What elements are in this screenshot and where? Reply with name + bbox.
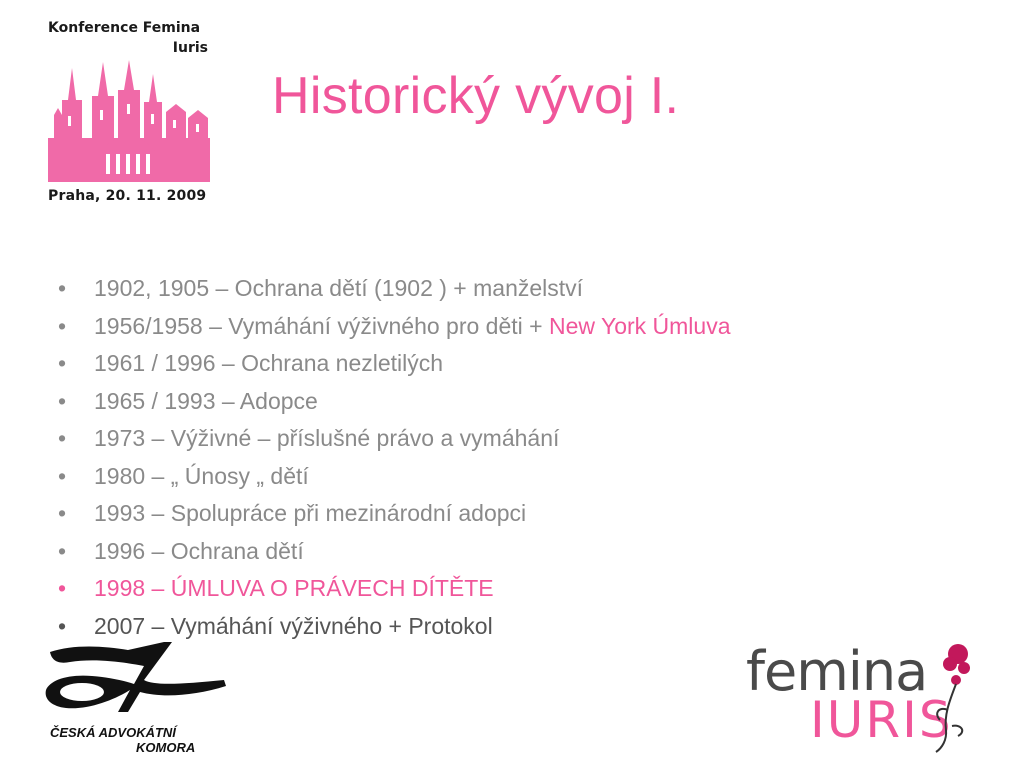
- bullet-item: [56, 308, 731, 346]
- bullet-text: 1956/1958 – Vymáhání výživného pro děti +: [94, 312, 549, 339]
- bullet-item: [56, 270, 731, 308]
- bullet-item-highlighted: [56, 570, 731, 608]
- femina-iuris-logo: [740, 640, 980, 760]
- femina-logo-word2: IURIS: [810, 691, 953, 749]
- czech-bar-association-logo: [44, 640, 234, 755]
- cak-logo-text: [44, 725, 234, 755]
- bullet-highlight: New York Úmluva: [548, 312, 731, 339]
- bullet-item: [56, 495, 731, 533]
- bullet-text: 1902, 1905 – Ochrana dětí (1902 ) + manželství: [94, 275, 584, 301]
- bullet-item: [56, 533, 731, 571]
- prague-skyline-icon: [48, 60, 210, 182]
- rose-icon: [930, 640, 978, 756]
- bullet-item: [56, 383, 731, 421]
- bullet-text: 1998 – ÚMLUVA O PRÁVECH DÍTĚTE: [94, 575, 494, 601]
- bullet-item: [56, 458, 731, 496]
- bullet-text: 2007 – Vymáhání výživného + Protokol: [94, 612, 493, 639]
- bullet-text: 1973 – Výživné – příslušné právo a vymáhání: [94, 425, 560, 451]
- conference-logo-title-line2: Iuris: [172, 40, 208, 56]
- conference-logo: [48, 18, 210, 204]
- bullet-text: 1996 – Ochrana dětí: [94, 537, 304, 564]
- cak-emblem-icon: [44, 640, 229, 720]
- bullet-item: [56, 345, 731, 383]
- cak-logo-line1: ČESKÁ ADVOKÁTNÍ: [50, 725, 176, 740]
- bullet-item: [56, 420, 731, 458]
- bullet-text: 1993 – Spolupráce při mezinárodní adopci: [94, 500, 527, 526]
- bullet-text: 1961 / 1996 – Ochrana nezletilých: [94, 350, 444, 376]
- femina-logo-word1: femina: [746, 640, 928, 703]
- bullet-text: 1980 – „ Únosy „ dětí: [94, 462, 309, 489]
- conference-date: Praha, 20. 11. 2009: [48, 188, 207, 204]
- conference-logo-title: [48, 18, 210, 58]
- bullet-text: 1965 / 1993 – Adopce: [94, 387, 318, 414]
- slide-title: Historický vývoj I.: [272, 67, 680, 125]
- cak-logo-line2: KOMORA: [136, 740, 196, 755]
- timeline-bullet-list: [56, 270, 731, 645]
- conference-logo-title-line1: Konference Femina: [48, 20, 201, 36]
